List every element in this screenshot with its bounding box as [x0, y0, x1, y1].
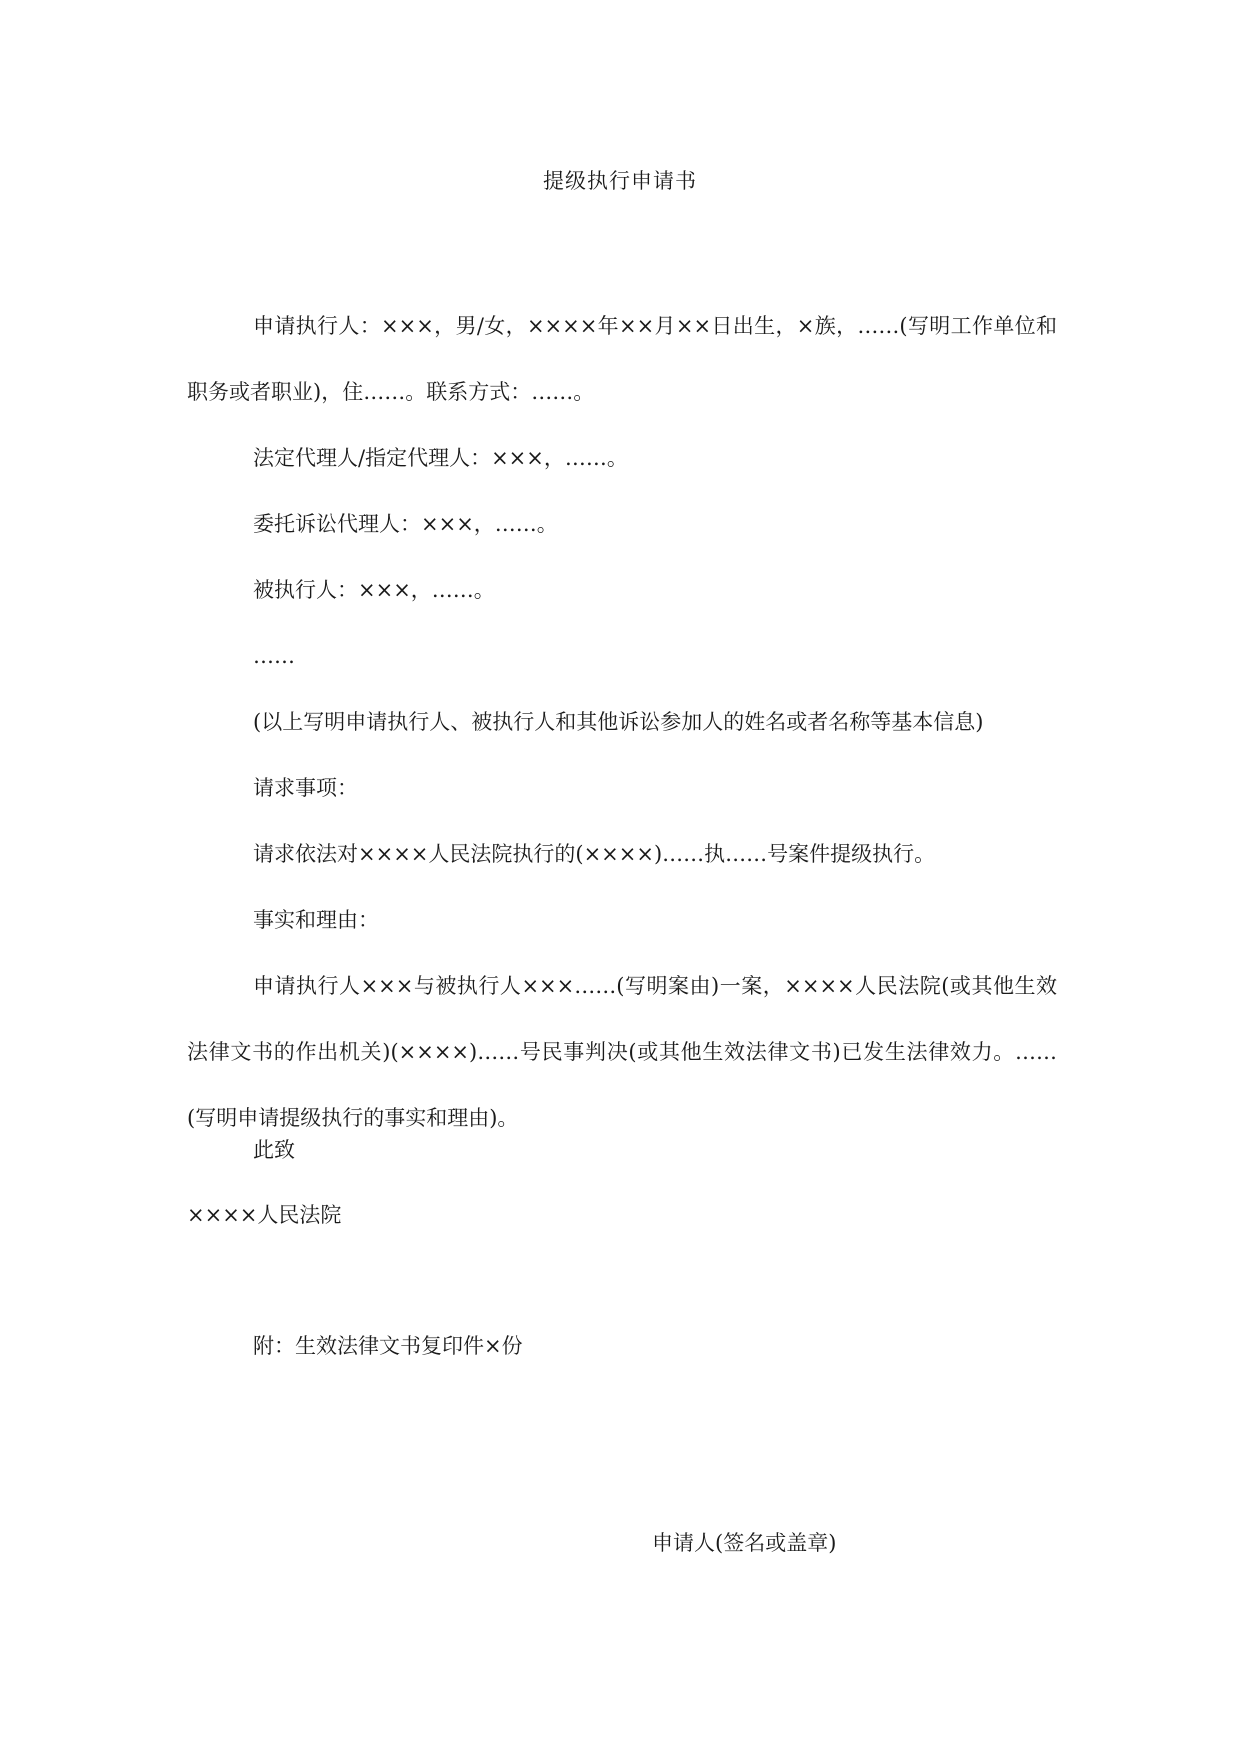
- attachment-note: 附：生效法律文书复印件×份: [253, 1334, 523, 1358]
- request-paragraph: 请求依法对××××人民法院执行的(××××)……执……号案件提级执行。: [253, 842, 936, 866]
- facts-paragraph: 申请执行人×××与被执行人×××……(写明案由)一案，××××人民法院(或其他生效法律文书的作出机关)(××××)……号民事判决(或其他生效法律文书)已发生法律效力。……(写明申请提级执行的事实和理由)。: [187, 974, 1057, 1130]
- entrusted-agent-paragraph: 委托诉讼代理人：×××，……。: [253, 512, 558, 536]
- facts-heading: 事实和理由：: [253, 908, 379, 932]
- addressee-court: ××××人民法院: [187, 1203, 342, 1227]
- document-title: 提级执行申请书: [543, 169, 697, 193]
- legal-representative-paragraph: 法定代理人/指定代理人：×××，……。: [253, 446, 628, 470]
- respondent-paragraph: 被执行人：×××，……。: [253, 578, 495, 602]
- signature-line: 申请人(签名或盖章): [652, 1531, 837, 1555]
- salutation: 此致: [253, 1138, 295, 1162]
- request-heading: 请求事项：: [253, 776, 358, 800]
- party-info-note: (以上写明申请执行人、被执行人和其他诉讼参加人的姓名或者名称等基本信息): [253, 710, 984, 734]
- document-body: [187, 293, 1057, 1151]
- ellipsis-paragraph: ……: [253, 644, 295, 668]
- applicant-paragraph: 申请执行人：×××，男/女，××××年××月××日出生，×族，……(写明工作单位和职务或者职业)，住……。联系方式：……。: [187, 314, 1057, 404]
